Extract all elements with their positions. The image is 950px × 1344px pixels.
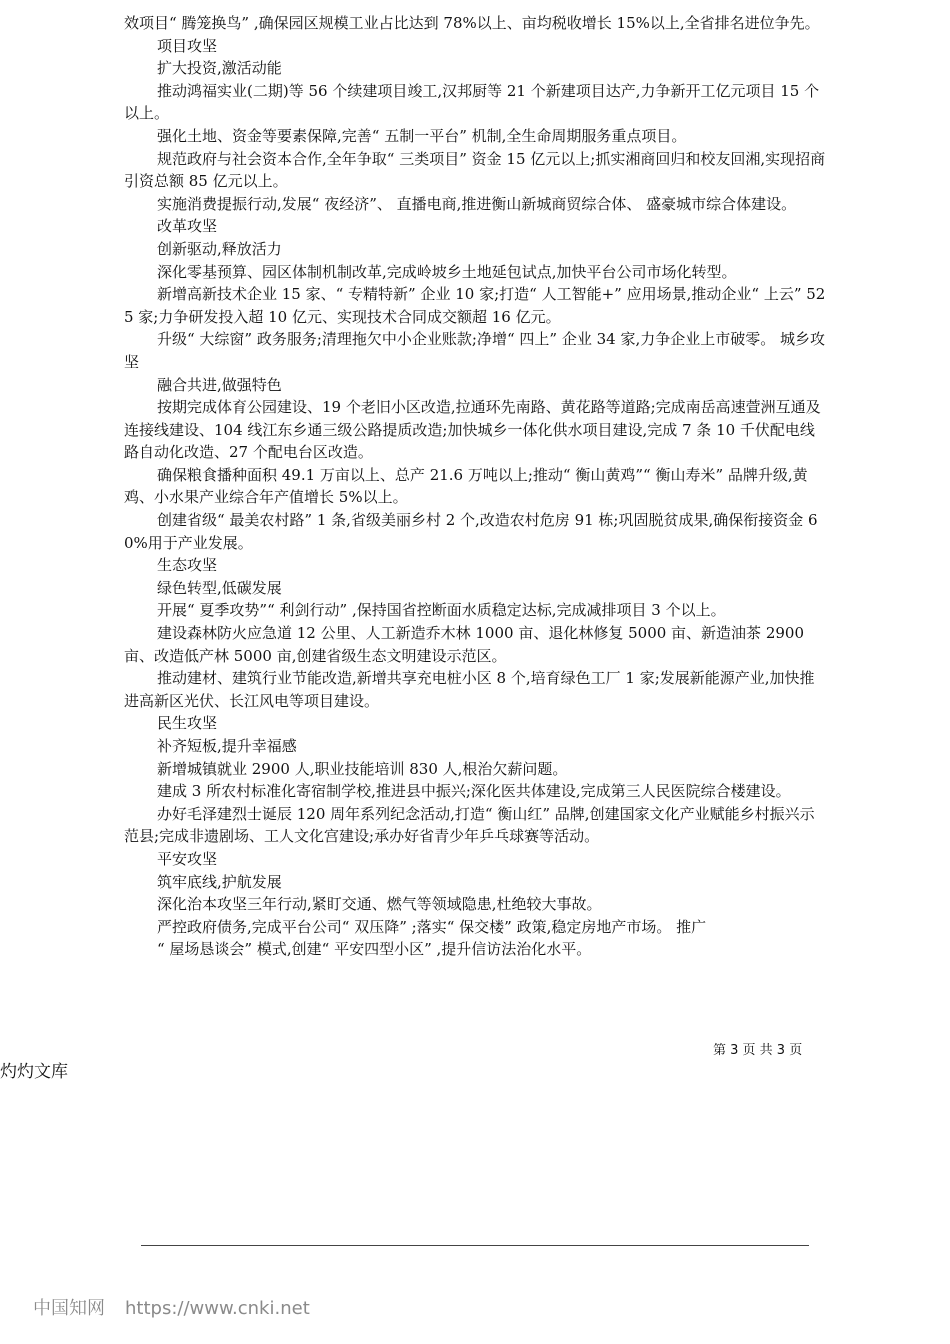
paragraph: 建设森林防火应急道 12 公里、人工新造乔木林 1000 亩、退化林修复 5000 亩、新造油茶 2900 亩、改造低产林 5000 亩,创建省级生态文明建设示范区。 (124, 624, 804, 665)
watermark-url: https://www.cnki.net (125, 1298, 310, 1319)
watermark-name: 中国知网 (33, 1298, 105, 1319)
section-subheading: 融合共进,做强特色 (157, 375, 282, 394)
paragraph: 新增高新技术企业 15 家、“ 专精特新” 企业 10 家;打造“ 人工智能+” 应用场景,推动企业“ 上云” 525 家;力争研发投入超 10 亿元、实现技术合同成交额超 16 亿元。 (124, 285, 826, 326)
section-heading-project: 项目攻坚 (157, 36, 218, 55)
section-heading-reform: 改革攻坚 (157, 217, 218, 236)
paragraph: 创建省级“ 最美农村路” 1 条,省级美丽乡村 2 个,改造农村危房 91 栋;巩固脱贫成果,确保衔接资金 60%用于产业发展。 (124, 511, 818, 552)
paragraph: 推动鸿福实业(二期)等 56 个续建项目竣工,汉邦厨等 21 个新建项目达产,力争新开工亿元项目 15 个以上。 (124, 81, 820, 123)
section-subheading: 创新驱动,释放活力 (157, 239, 282, 258)
page-number: 第 3 页 共 3 页 (713, 1043, 803, 1058)
paragraph: 升级“ 大综窗” 政务服务;清理拖欠中小企业账款;净增“ 四上” 企业 34 家,力争企业上市破零。 城乡攻坚 (124, 330, 826, 371)
library-name: 灼灼文库 (0, 1062, 68, 1082)
paragraph: 办好毛泽建烈士诞辰 120 周年系列纪念活动,打造“ 衡山红” 品牌,创建国家文化产业赋能乡村振兴示范县;完成非遗剧场、工人文化宫建设;承办好省青少年乒乓球赛等活动。 (124, 804, 815, 846)
paragraph: 实施消费提振行动,发展“ 夜经济”、 直播电商,推进衡山新城商贸综合体、 盛豪城市综合体建设。 (157, 194, 797, 213)
source-watermark (33, 1294, 310, 1320)
document-body (124, 12, 829, 961)
paragraph: 强化土地、资金等要素保障,完善“ 五制一平台” 机制,全生命周期服务重点项目。 (157, 126, 687, 145)
section-subheading: 筑牢底线,护航发展 (157, 872, 282, 891)
section-subheading: 绿色转型,低碳发展 (157, 578, 282, 597)
paragraph: “ 屋场恳谈会” 模式,创建“ 平安四型小区” ,提升信访法治化水平。 (157, 940, 592, 959)
section-heading-livelihood: 民生攻坚 (157, 714, 218, 733)
paragraph: 新增城镇就业 2900 人,职业技能培训 830 人,根治欠薪问题。 (157, 759, 568, 778)
section-subheading: 扩大投资,激活动能 (157, 59, 282, 78)
section-heading-safety: 平安攻坚 (157, 849, 218, 868)
paragraph: 严控政府债务,完成平台公司“ 双压降” ;落实“ 保交楼” 政策,稳定房地产市场。 推广 (157, 917, 707, 936)
section-heading-ecology: 生态攻坚 (157, 556, 218, 575)
paragraph: 开展“ 夏季攻势”“ 利剑行动” ,保持国省控断面水质稳定达标,完成减排项目 3 个以上。 (157, 601, 726, 620)
paragraph: 深化零基预算、园区体制机制改革,完成岭坡乡土地延包试点,加快平台公司市场化转型。 (157, 262, 737, 281)
paragraph: 规范政府与社会资本合作,全年争取“ 三类项目” 资金 15 亿元以上;抓实湘商回归和校友回湘,实现招商引资总额 85 亿元以上。 (124, 149, 826, 191)
paragraph: 按期完成体育公园建设、19 个老旧小区改造,拉通环先南路、黄花路等道路;完成南岳高速萱洲互通及连接线建设、104 线江东乡通三级公路提质改造;加快城乡一体化供水项目建设,完成 7 条 10 千伏配电线路自动化改造、27 个配电台区改造。 (124, 398, 821, 462)
paragraph: 建成 3 所农村标准化寄宿制学校,推进县中振兴;深化医共体建设,完成第三人民医院综合楼建设。 (157, 782, 791, 801)
footer-divider (141, 1245, 809, 1246)
paragraph: 深化治本攻坚三年行动,紧盯交通、燃气等领域隐患,杜绝较大事故。 (157, 895, 602, 914)
section-subheading: 补齐短板,提升幸福感 (157, 737, 297, 755)
paragraph: 推动建材、建筑行业节能改造,新增共享充电桩小区 8 个,培育绿色工厂 1 家;发展新能源产业,加快推进高新区光伏、长江风电等项目建设。 (124, 669, 815, 710)
paragraph: 确保粮食播种面积 49.1 万亩以上、总产 21.6 万吨以上;推动“ 衡山黄鸡”“ 衡山寿米” 品牌升级,黄鸡、小水果产业综合年产值增长 5%以上。 (124, 465, 808, 507)
paragraph: 效项目“ 腾笼换鸟” ,确保园区规模工业占比达到 78%以上、亩均税收增长 15%以上,全省排名进位争先。 (124, 14, 820, 32)
